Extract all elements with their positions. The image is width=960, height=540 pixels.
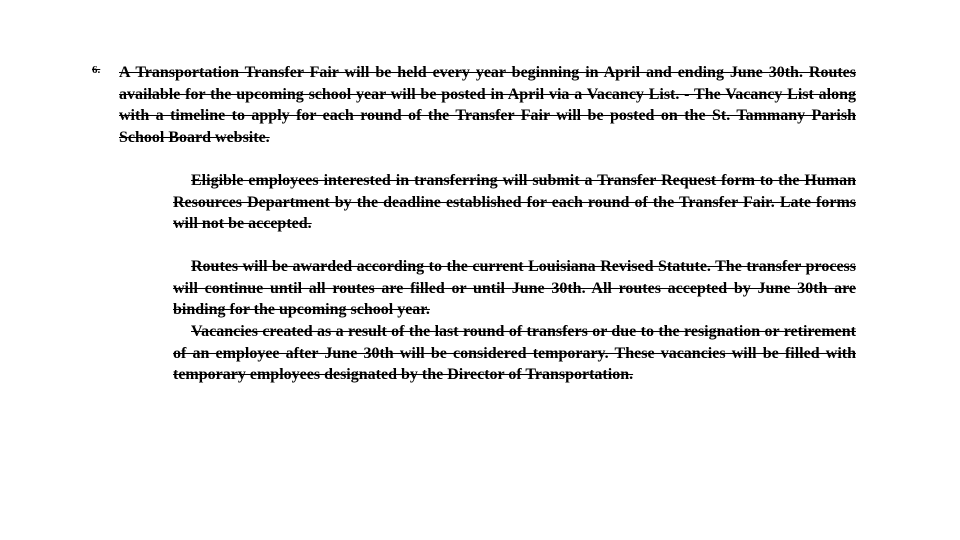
- paragraph-eligible-employees: Eligible employees interested in transferring will submit a Transfer Request form to the Human Resources Department by the deadline established for each round of the Transfer Fair. Late forms will not be accepted.: [173, 172, 856, 233]
- paragraph-transfer-fair: A Transportation Transfer Fair will be held every year beginning in April and ending June 30th. Routes available for the upcoming school year will be posted in April via a Vacancy List. - The Vacancy List along with a timeline to apply for each round of the Transfer Fair will be posted on the St. Tammany Parish School Board website.: [119, 64, 856, 146]
- list-item-number: 6.: [92, 64, 101, 76]
- paragraph-routes-awarded: Routes will be awarded according to the current Louisiana Revised Statute. The transfer process will continue until all routes are filled or until June 30th. All routes accepted by June 30th are binding for the upcoming school year.: [173, 258, 856, 319]
- paragraph-vacancies: Vacancies created as a result of the last round of transfers or due to the resignation or retirement of an employee after June 30th will be considered temporary. These vacancies will be filled with temporary employees designated by the Director of Transportation.: [173, 323, 856, 384]
